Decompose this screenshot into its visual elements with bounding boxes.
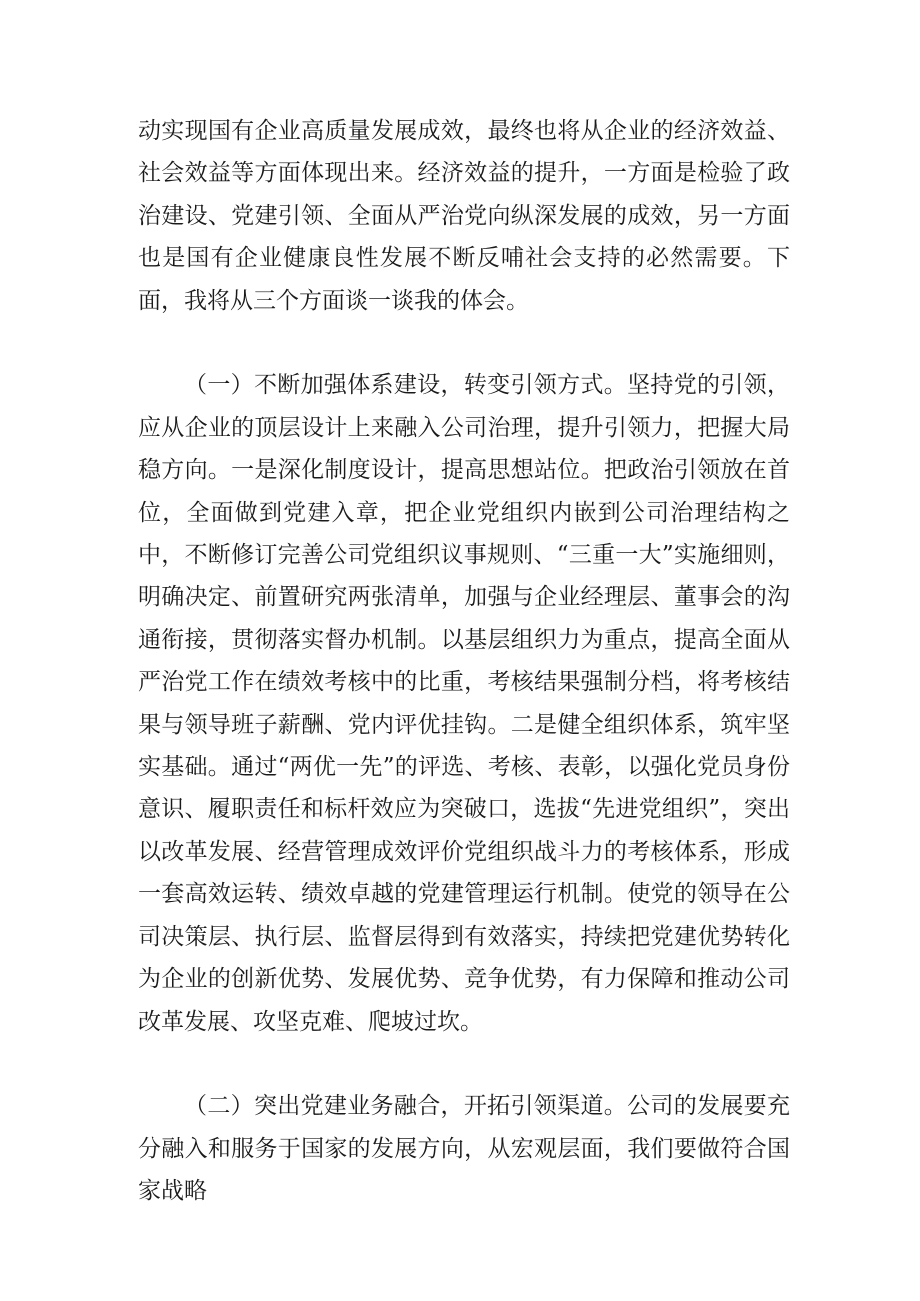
paragraph-section-1: （一）不断加强体系建设，转变引领方式。坚持党的引领，应从企业的顶层设计上来融入公司治理，提升引领力，把握大局稳方向。一是深化制度设计，提高思想站位。把政治引领放在首位，全面做到党建入章，把企业党组织内嵌到公司治理结构之中，不断修订完善公司党组织议事规则、“三重一大”实施细则，明确决定、前置研究两张清单，加强与企业经理层、董事会的沟通衔接，贯彻落实督办机制。以基层组织力为重点，提高全面从严治党工作在绩效考核中的比重，考核结果强制分档，将考核结果与领导班子薪酬、党内评优挂钩。二是健全组织体系，筑牢坚实基础。通过“两优一先”的评选、考核、表彰，以强化党员身份意识、履职责任和标杆效应为突破口，选拔“先进党组织”，突出以改革发展、经营管理成效评价党组织战斗力的考核体系，形成一套高效运转、绩效卓越的党建管理运行机制。使党的领导在公司决策层、执行层、监督层得到有效落实，持续把党建优势转化为企业的创新优势、发展优势、竞争优势，有力保障和推动公司改革发展、攻坚克难、爬坡过坎。 (138, 372, 790, 1035)
paragraph-section-2: （二）突出党建业务融合，开拓引领渠道。公司的发展要充分融入和服务于国家的发展方向，从宏观层面，我们要做符合国家战略 (138, 1093, 790, 1205)
paragraph-intro: 动实现国有企业高质量发展成效，最终也将从企业的经济效益、社会效益等方面体现出来。经济效益的提升，一方面是检验了政治建设、党建引领、全面从严治党向纵深发展的成效，另一方面也是国有企业健康良性发展不断反哺社会支持的必然需要。下面，我将从三个方面谈一谈我的体会。 (138, 118, 790, 314)
document-body (138, 110, 790, 1213)
